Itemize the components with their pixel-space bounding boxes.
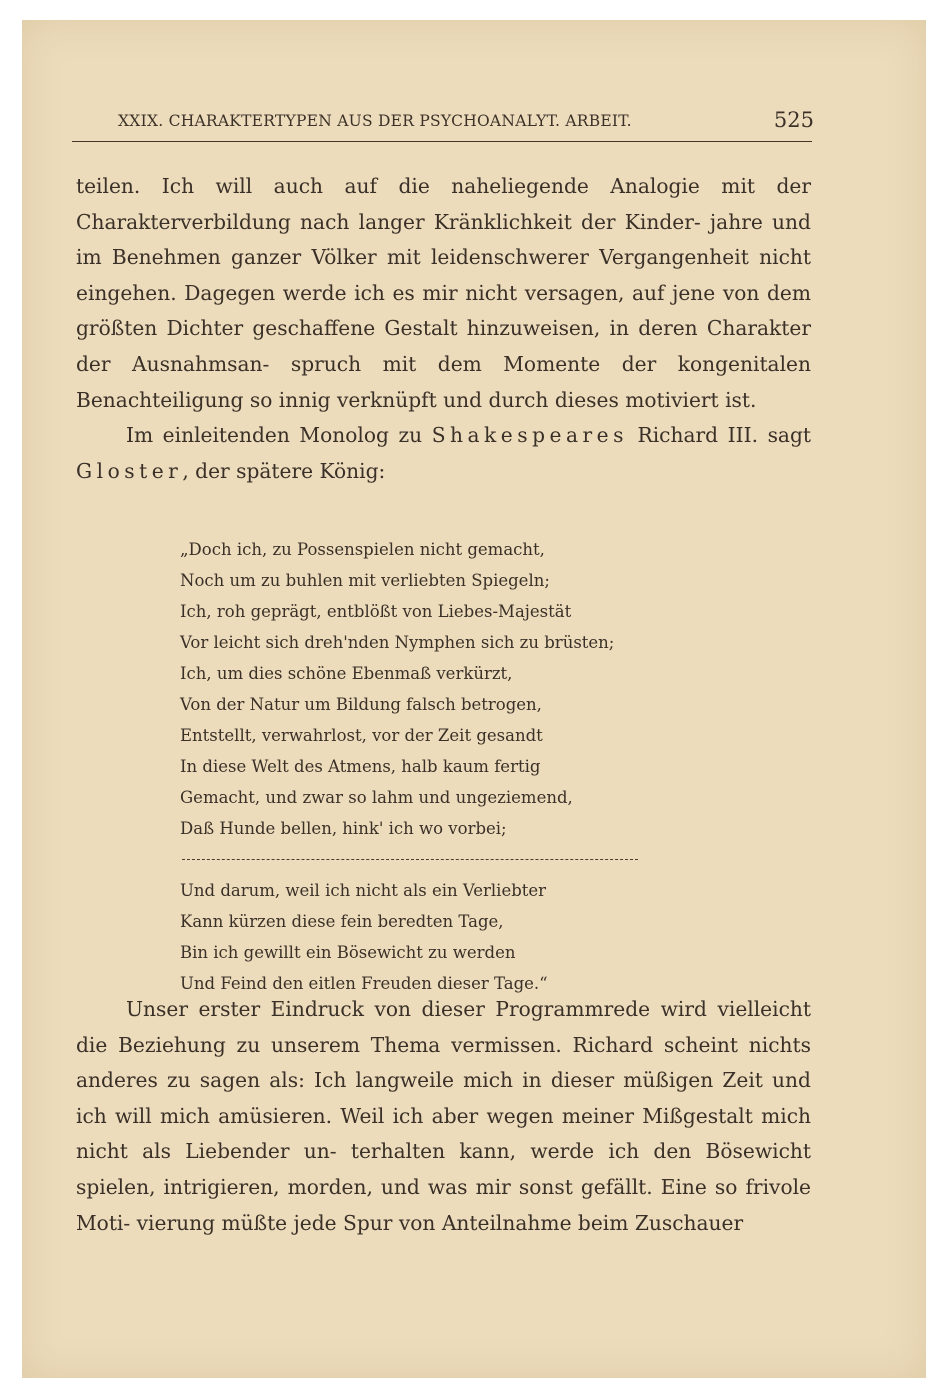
text-line: spruch mit dem Momente der kongenitalen Benachteiligung — [76, 351, 811, 412]
verse-line: Kann kürzen diese fein beredten Tage, — [180, 912, 504, 931]
verse-line: In diese Welt des Atmens, halb kaum fertig — [180, 757, 541, 776]
verse-line: Und Feind den eitlen Freuden dieser Tage.“ — [180, 974, 548, 993]
verse-line: Gemacht, und zwar so lahm und ungeziemend, — [180, 788, 573, 807]
text-line: teilen. Ich will auch auf die naheliegende Analogie mit der — [76, 174, 811, 198]
text-line: so innig verknüpft und durch dieses motiviert ist. — [249, 387, 757, 412]
ellipsis-dash-rule — [180, 844, 740, 875]
text-line: Charakterverbildung nach langer Kränklichkeit der Kinder- — [76, 209, 701, 234]
verse-line: „Doch ich, zu Possenspielen nicht gemacht, — [180, 540, 545, 559]
verse-line: Bin ich gewillt ein Bösewicht zu werden — [180, 943, 516, 962]
verse-line: Noch um zu buhlen mit verliebten Spiegeln; — [180, 571, 550, 590]
verse-line: Entstellt, verwahrlost, vor der Zeit gesandt — [180, 726, 543, 745]
verse-line: Ich, roh geprägt, entblößt von Liebes-Majestät — [180, 602, 572, 621]
text-line: dieser müßigen Zeit und ich will mich amüsieren. Weil ich — [76, 1068, 811, 1128]
work-title: Richard III. — [637, 423, 758, 448]
text-line: vierung müßte jede Spur von Anteilnahme beim Zuschauer — [136, 1210, 744, 1235]
verse-line: Von der Natur um Bildung falsch betrogen, — [180, 695, 542, 714]
text-line: scheint nichts anderes zu sagen als: Ich langweile mich in — [76, 1032, 811, 1093]
verse-line: Ich, um dies schöne Ebenmaß verkürzt, — [180, 664, 513, 683]
intro-text: Im einleitenden Monolog zu — [126, 423, 423, 448]
verse-line: Und darum, weil ich nicht als ein Verliebter — [180, 881, 547, 900]
text-line: terhalten kann, werde ich den Bösewicht spielen, intrigieren, — [76, 1139, 812, 1199]
speaker-name: Gloster — [76, 458, 183, 483]
text-line: aber wegen meiner Mißgestalt mich nicht als Liebender un- — [76, 1103, 812, 1164]
paragraph-1 — [76, 169, 811, 418]
body-text-lower — [76, 992, 811, 1241]
paragraph-3 — [76, 992, 811, 1241]
header-rule — [72, 141, 812, 142]
verse-line: Vor leicht sich dreh'nden Nymphen sich zu brüsten; — [180, 633, 615, 652]
text-line: jahre und im Benehmen ganzer Völker mit leidenschwerer — [76, 209, 811, 270]
text-line: , der spätere König: — [182, 458, 386, 483]
author-name: Shakespeares — [431, 423, 628, 448]
running-title: XXIX. CHARAKTERTYPEN AUS DER PSYCHOANALYT. ARBEIT. — [118, 112, 632, 130]
text-line: vielleicht die Beziehung zu unserem Thema vermissen. Richard — [76, 997, 811, 1057]
text-line: Unser erster Eindruck von dieser Programmrede wird — [126, 997, 707, 1021]
text-line: morden, und was mir sonst gefällt. Eine so frivole Moti- — [76, 1174, 811, 1235]
verse-quote — [180, 534, 740, 999]
running-head — [96, 108, 814, 138]
verse-line: Daß Hunde bellen, hink' ich wo vorbei; — [180, 819, 507, 838]
body-text-upper — [76, 169, 811, 489]
page-number: 525 — [773, 108, 814, 132]
text-line: sagt — [767, 423, 811, 448]
paragraph-2 — [76, 418, 811, 489]
text-line: nicht versagen, auf jene von dem größten Dichter geschaffene — [76, 280, 811, 341]
text-line: Gestalt hinzuweisen, in deren Charakter der Ausnahmsan- — [76, 316, 811, 376]
text-line: Vergangenheit nicht eingehen. Dagegen werde ich es mir — [76, 245, 812, 305]
